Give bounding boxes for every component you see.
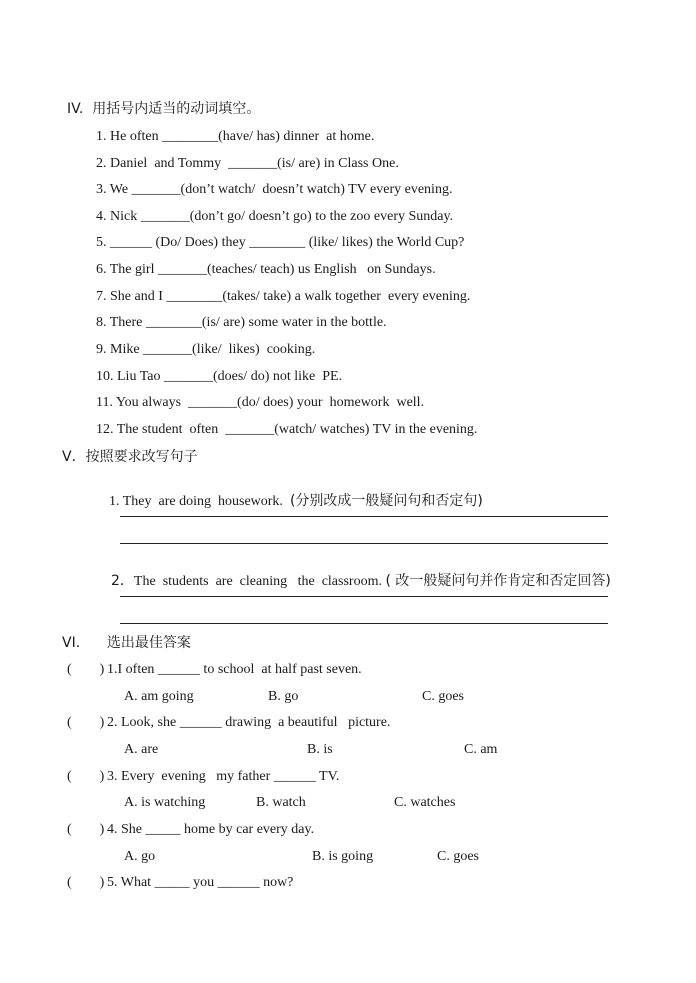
exercise-item: 6. The girl _______(teaches/ teach) us English on Sundays. bbox=[96, 262, 436, 277]
answer-line bbox=[120, 516, 608, 517]
question-stem: 1.I often ______ to school at half past seven. bbox=[107, 662, 362, 677]
option-b: B. watch bbox=[256, 795, 306, 810]
question-instruction: (分别改成一般疑问句和否定句) bbox=[289, 493, 483, 509]
rewrite-question-2 bbox=[104, 554, 611, 591]
answer-paren: ( ) bbox=[67, 662, 105, 677]
option-b: B. go bbox=[268, 689, 299, 704]
section-5-title: V．按照要求改写句子 bbox=[62, 449, 198, 465]
answer-paren: ( ) bbox=[67, 875, 105, 890]
option-b: B. is bbox=[307, 742, 333, 757]
answer-paren: ( ) bbox=[67, 769, 105, 784]
question-instruction: ( 改一般疑问句并作肯定和否定回答) bbox=[385, 573, 611, 589]
question-text: 1. They are doing housework. bbox=[109, 494, 290, 509]
question-number: 2． bbox=[111, 573, 134, 589]
exercise-item: 12. The student often _______(watch/ watches) TV in the evening. bbox=[96, 422, 478, 437]
exercise-item: 7. She and I ________(takes/ take) a walk together every evening. bbox=[96, 289, 471, 304]
exercise-item: 2. Daniel and Tommy _______(is/ are) in Class One. bbox=[96, 156, 399, 171]
answer-line bbox=[120, 543, 608, 544]
option-a: A. is watching bbox=[124, 795, 206, 810]
exercise-item: 5. ______ (Do/ Does) they ________ (like/ likes) the World Cup? bbox=[96, 235, 465, 250]
exercise-item: 1. He often ________(have/ has) dinner at home. bbox=[96, 129, 375, 144]
option-c: C. goes bbox=[437, 849, 479, 864]
question-stem: 2. Look, she ______ drawing a beautiful picture. bbox=[107, 715, 391, 730]
option-a: A. am going bbox=[124, 689, 194, 704]
answer-paren: ( ) bbox=[67, 822, 105, 837]
answer-paren: ( ) bbox=[67, 715, 105, 730]
question-stem: 3. Every evening my father ______ TV. bbox=[107, 769, 340, 784]
option-c: C. am bbox=[464, 742, 498, 757]
answer-line bbox=[120, 596, 608, 597]
section-4-title: IV. 用括号内适当的动词填空。 bbox=[67, 101, 261, 117]
option-b: B. is going bbox=[312, 849, 374, 864]
question-stem: 4. She _____ home by car every day. bbox=[107, 822, 315, 837]
option-c: C. watches bbox=[394, 795, 456, 810]
option-a: A. are bbox=[124, 742, 159, 757]
section-6-title: VI. 选出最佳答案 bbox=[62, 635, 191, 651]
exercise-item: 9. Mike _______(like/ likes) cooking. bbox=[96, 342, 316, 357]
exercise-item: 4. Nick _______(don’t go/ doesn’t go) to the zoo every Sunday. bbox=[96, 209, 454, 224]
exercise-item: 10. Liu Tao _______(does/ do) not like PE. bbox=[96, 369, 343, 384]
rewrite-question-1 bbox=[102, 474, 483, 511]
exercise-item: 11. You always _______(do/ does) your homework well. bbox=[96, 395, 425, 410]
exercise-item: 8. There ________(is/ are) some water in the bottle. bbox=[96, 315, 387, 330]
option-c: C. goes bbox=[422, 689, 464, 704]
question-text: The students are cleaning the classroom. bbox=[133, 574, 386, 589]
option-a: A. go bbox=[124, 849, 156, 864]
answer-line bbox=[120, 623, 608, 624]
question-stem: 5. What _____ you ______ now? bbox=[107, 875, 294, 890]
exercise-item: 3. We _______(don’t watch/ doesn’t watch) TV every evening. bbox=[96, 182, 453, 197]
